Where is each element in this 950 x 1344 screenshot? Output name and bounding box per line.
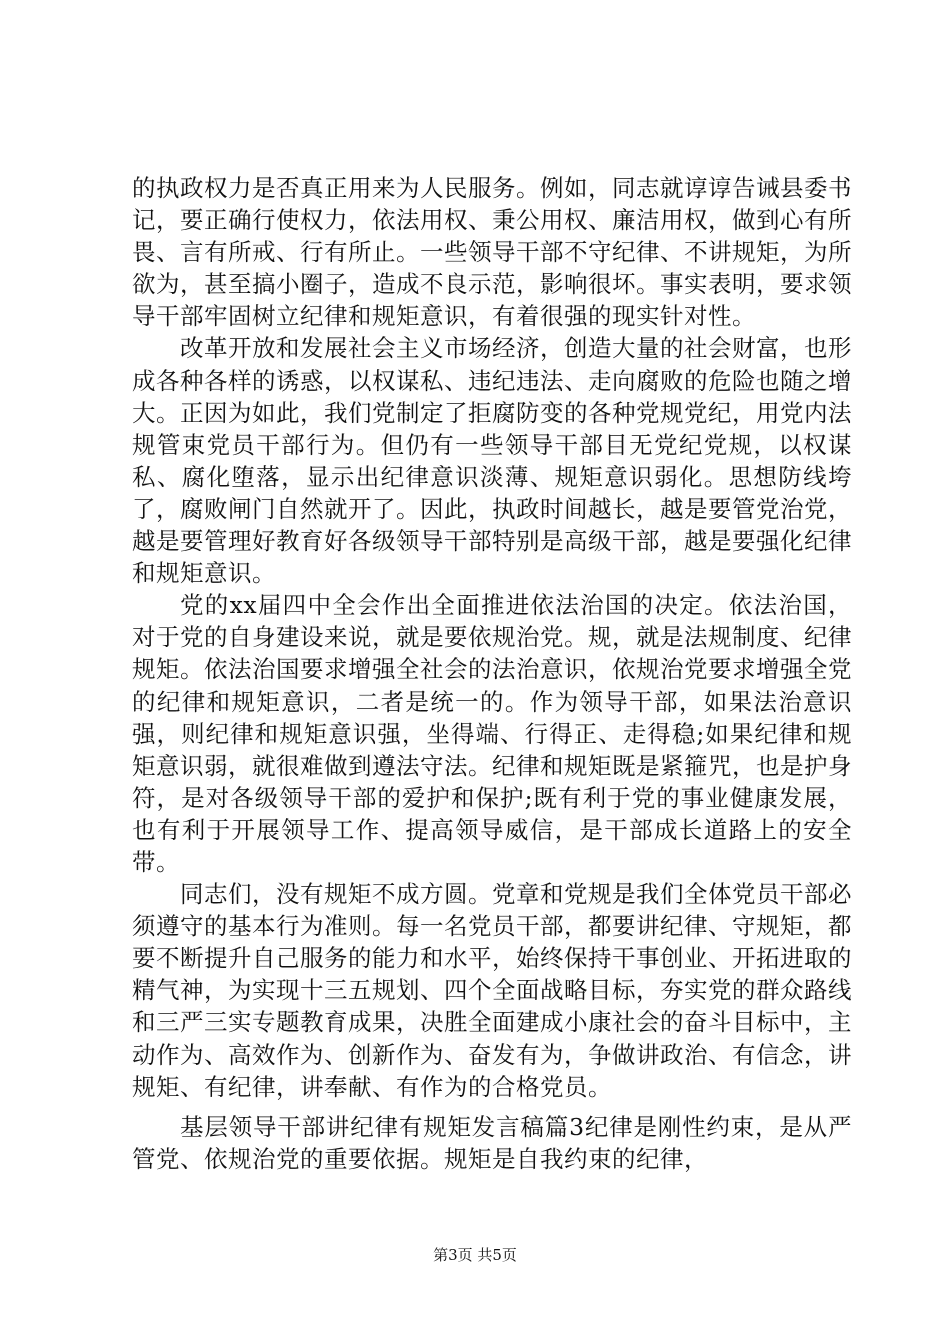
paragraph-1: 的执政权力是否真正用来为人民服务。例如，同志就谆谆告诫县委书记，要正确行使权力，依法用权、秉公用权、廉洁用权，做到心有所畏、言有所戒、行有所止。一些领导干部不守纪律、不讲规矩，为所欲为，甚至搞小圈子，造成不良示范，影响很坏。事实表明，要求领导干部牢固树立纪律和规矩意识，有着很强的现实针对性。 [132, 174, 852, 331]
page-footer [0, 1245, 950, 1265]
paragraph-2: 改革开放和发展社会主义市场经济，创造大量的社会财富，也形成各种各样的诱惑，以权谋私、违纪违法、走向腐败的危险也随之增大。正因为如此，我们党制定了拒腐防变的各种党规党纪，用党内法规管束党员干部行为。但仍有一些领导干部目无党纪党规，以权谋私、腐化堕落，显示出纪律意识淡薄、规矩意识弱化。思想防线垮了，腐败闸门自然就开了。因此，执政时间越长，越是要管党治党，越是要管理好教育好各级领导干部特别是高级干部，越是要强化纪律和规矩意识。 [132, 334, 852, 588]
paragraph-5: 基层领导干部讲纪律有规矩发言稿篇3纪律是刚性约束，是从严管党、依规治党的重要依据。规矩是自我约束的纪律， [132, 1112, 852, 1173]
paragraph-4: 同志们，没有规矩不成方圆。党章和党规是我们全体党员干部必须遵守的基本行为准则。每一名党员干部，都要讲纪律、守规矩，都要不断提升自己服务的能力和水平，始终保持干事创业、开拓进取的精气神，为实现十三五规划、四个全面战略目标，夯实党的群众路线和三严三实专题教育成果，决胜全面建成小康社会的奋斗目标中，主动作为、高效作为、创新作为、奋发有为，争做讲政治、有信念，讲规矩、有纪律，讲奉献、有作为的合格党员。 [132, 880, 852, 1101]
document-body [132, 172, 852, 1175]
paragraph-3: 党的xx届四中全会作出全面推进依法治国的决定。依法治国，对于党的自身建设来说，就是要依规治党。规，就是法规制度、纪律规矩。依法治国要求增强全社会的法治意识，依规治党要求增强全党的纪律和规矩意识，二者是统一的。作为领导干部，如果法治意识强，则纪律和规矩意识强，坐得端、行得正、走得稳;如果纪律和规矩意识弱，就很难做到遵法守法。纪律和规矩既是紧箍咒，也是护身符，是对各级领导干部的爱护和保护;既有利于党的事业健康发展，也有利于开展领导工作、提高领导威信，是干部成长道路上的安全带。 [132, 591, 852, 876]
page-number-label: 第3页 共5页 [433, 1246, 517, 1264]
